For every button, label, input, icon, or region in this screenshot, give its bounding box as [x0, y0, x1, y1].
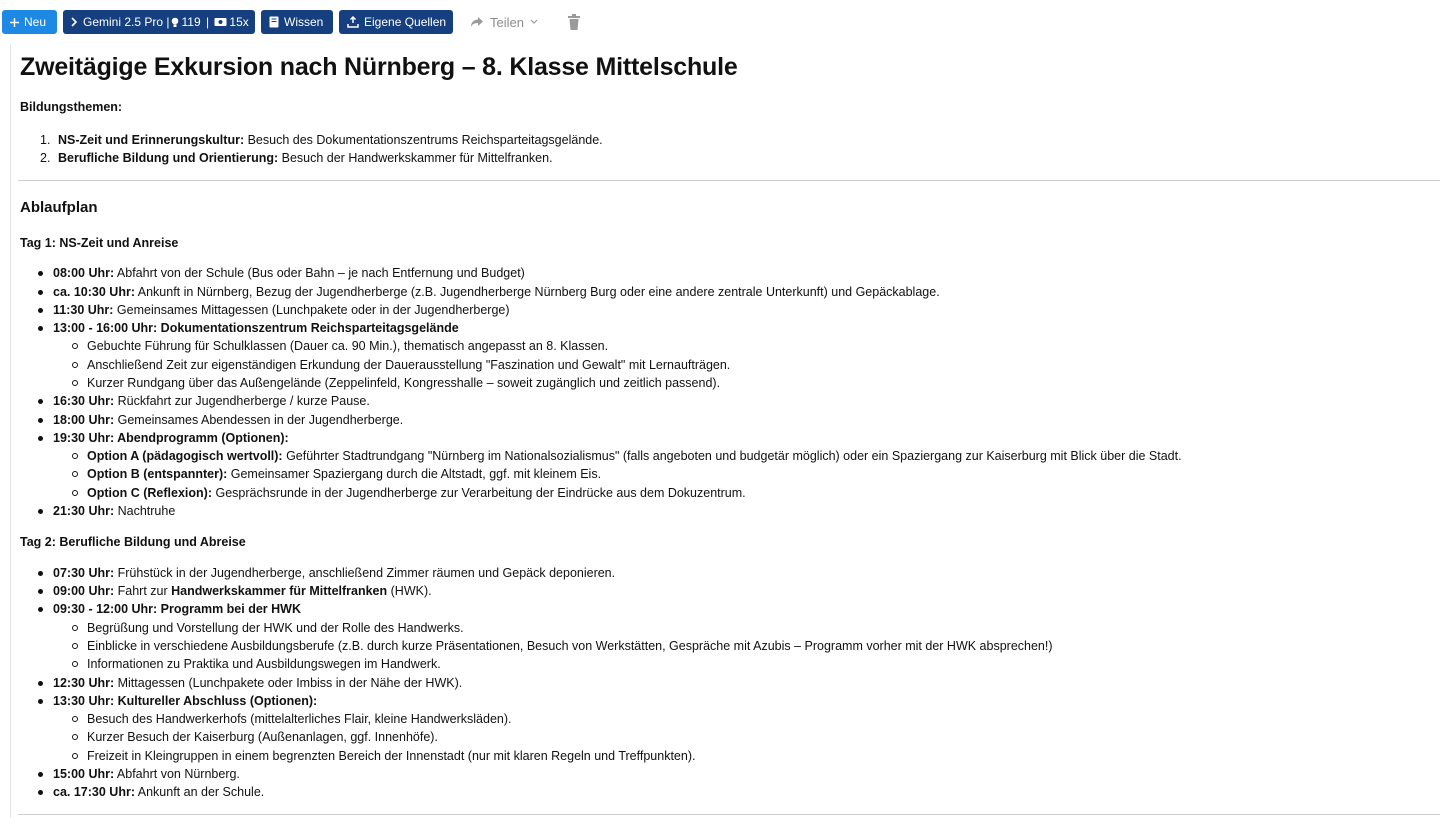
- model-ideas-count: 119: [181, 15, 201, 29]
- sub-list-item: Informationen zu Praktika und Ausbildungswegen im Handwerk.: [72, 656, 441, 672]
- book-icon: [269, 16, 279, 28]
- divider: [18, 180, 1440, 181]
- list-item: 18:00 Uhr: Gemeinsames Abendessen in der Jugendherberge.: [38, 412, 403, 428]
- new-chat-button[interactable]: [2, 10, 57, 34]
- list-item: 13:00 - 16:00 Uhr: Dokumentationszentrum Reichsparteitagsgelände: [38, 320, 459, 336]
- day2-heading: Tag 2: Berufliche Bildung und Abreise: [20, 535, 246, 549]
- sub-list-item: Kurzer Besuch der Kaiserburg (Außenanlagen, ggf. Innenhöfe).: [72, 729, 438, 745]
- share-button[interactable]: [470, 10, 538, 34]
- day1-heading: Tag 1: NS-Zeit und Anreise: [20, 236, 179, 250]
- model-selector-button[interactable]: [63, 10, 255, 34]
- divider: [18, 814, 1440, 815]
- chevron-right-icon: [71, 17, 78, 27]
- sub-list-item: Gebuchte Führung für Schulklassen (Dauer ca. 90 Min.), thematisch angepasst an 8. Klassen.: [72, 338, 608, 354]
- image-icon: [214, 17, 227, 27]
- list-item: 19:30 Uhr: Abendprogramm (Optionen):: [38, 430, 289, 446]
- model-images-count: 15x: [229, 15, 249, 29]
- sub-list-item: Option B (entspannter): Gemeinsamer Spaziergang durch die Altstadt, ggf. mit kleinem Eis.: [72, 466, 601, 482]
- model-name: Gemini 2.5 Pro |: [83, 15, 170, 29]
- document: [0, 44, 1440, 818]
- share-icon: [470, 16, 484, 28]
- model-separator: |: [202, 15, 213, 29]
- ordered-list-item: 2. Berufliche Bildung und Orientierung: Besuch der Handwerkskammer für Mittelfranken.: [40, 151, 553, 165]
- list-item: 11:30 Uhr: Gemeinsames Mittagessen (Lunchpakete oder in der Jugendherberge): [38, 302, 510, 318]
- list-item: 21:30 Uhr: Nachtruhe: [38, 503, 175, 519]
- list-item: ca. 17:30 Uhr: Ankunft an der Schule.: [38, 784, 264, 800]
- knowledge-label: Wissen: [284, 15, 324, 29]
- toolbar: [0, 0, 1440, 44]
- trash-icon[interactable]: [568, 14, 580, 30]
- own-sources-label: Eigene Quellen: [364, 15, 447, 29]
- themes-label: Bildungsthemen:: [20, 100, 123, 114]
- new-chat-label: Neu: [24, 15, 47, 29]
- sub-list-item: Einblicke in verschiedene Ausbildungsberufe (z.B. durch kurze Präsentationen, Besuch von Werkstätten, Gespräche mit Azubis – Programm vorher mit der HWK absprechen!): [72, 638, 1053, 654]
- share-label: Teilen: [490, 14, 524, 30]
- plan-heading: Ablaufplan: [20, 199, 98, 216]
- left-border: [10, 44, 11, 818]
- upload-icon: [347, 16, 359, 28]
- knowledge-button[interactable]: [261, 10, 333, 34]
- list-item: 07:30 Uhr: Frühstück in der Jugendherberge, anschließend Zimmer räumen und Gepäck deponieren.: [38, 565, 615, 581]
- sub-list-item: Begrüßung und Vorstellung der HWK und der Rolle des Handwerks.: [72, 620, 464, 636]
- sub-list-item: Kurzer Rundgang über das Außengelände (Zeppelinfeld, Kongresshalle – soweit zugänglich und zeitlich passend).: [72, 375, 720, 391]
- list-item: ca. 10:30 Uhr: Ankunft in Nürnberg, Bezug der Jugendherberge (z.B. Jugendherberge Nürnberg Burg oder eine andere zentrale Unterkunft) und Gepäckablage.: [38, 284, 940, 300]
- lightbulb-icon: [171, 17, 179, 28]
- sub-list-item: Freizeit in Kleingruppen in einem begrenzten Bereich der Innenstadt (nur mit klaren Regeln und Treffpunkten).: [72, 748, 695, 764]
- own-sources-button[interactable]: [339, 10, 453, 34]
- sub-list-item: Option A (pädagogisch wertvoll): Geführter Stadtrundgang "Nürnberg im Nationalsozialismus" (falls angeboten und budgetär möglich) oder ein Spaziergang zur Kaiserburg mit Blick über die Stadt.: [72, 448, 1182, 464]
- sub-list-item: Option C (Reflexion): Gesprächsrunde in der Jugendherberge zur Verarbeitung der Eindrücke aus dem Dokuzentrum.: [72, 485, 746, 501]
- ordered-list-item: 1. NS-Zeit und Erinnerungskultur: Besuch des Dokumentationszentrums Reichsparteitagsgelände.: [40, 133, 603, 147]
- chevron-down-icon: [530, 19, 538, 25]
- list-item: 16:30 Uhr: Rückfahrt zur Jugendherberge / kurze Pause.: [38, 393, 370, 409]
- plus-icon: [10, 18, 19, 27]
- list-item: 09:00 Uhr: Fahrt zur Handwerkskammer für Mittelfranken (HWK).: [38, 583, 432, 599]
- list-item: 09:30 - 12:00 Uhr: Programm bei der HWK: [38, 601, 301, 617]
- list-item: 13:30 Uhr: Kultureller Abschluss (Optionen):: [38, 693, 317, 709]
- list-item: 15:00 Uhr: Abfahrt von Nürnberg.: [38, 766, 240, 782]
- sub-list-item: Besuch des Handwerkerhofs (mittelalterliches Flair, kleine Handwerksläden).: [72, 711, 512, 727]
- page-title: Zweitägige Exkursion nach Nürnberg – 8. Klasse Mittelschule: [20, 53, 738, 81]
- list-item: 12:30 Uhr: Mittagessen (Lunchpakete oder Imbiss in der Nähe der HWK).: [38, 675, 462, 691]
- sub-list-item: Anschließend Zeit zur eigenständigen Erkundung der Dauerausstellung "Faszination und Gewalt" mit Lernaufträgen.: [72, 357, 730, 373]
- list-item: 08:00 Uhr: Abfahrt von der Schule (Bus oder Bahn – je nach Entfernung und Budget): [38, 265, 525, 281]
